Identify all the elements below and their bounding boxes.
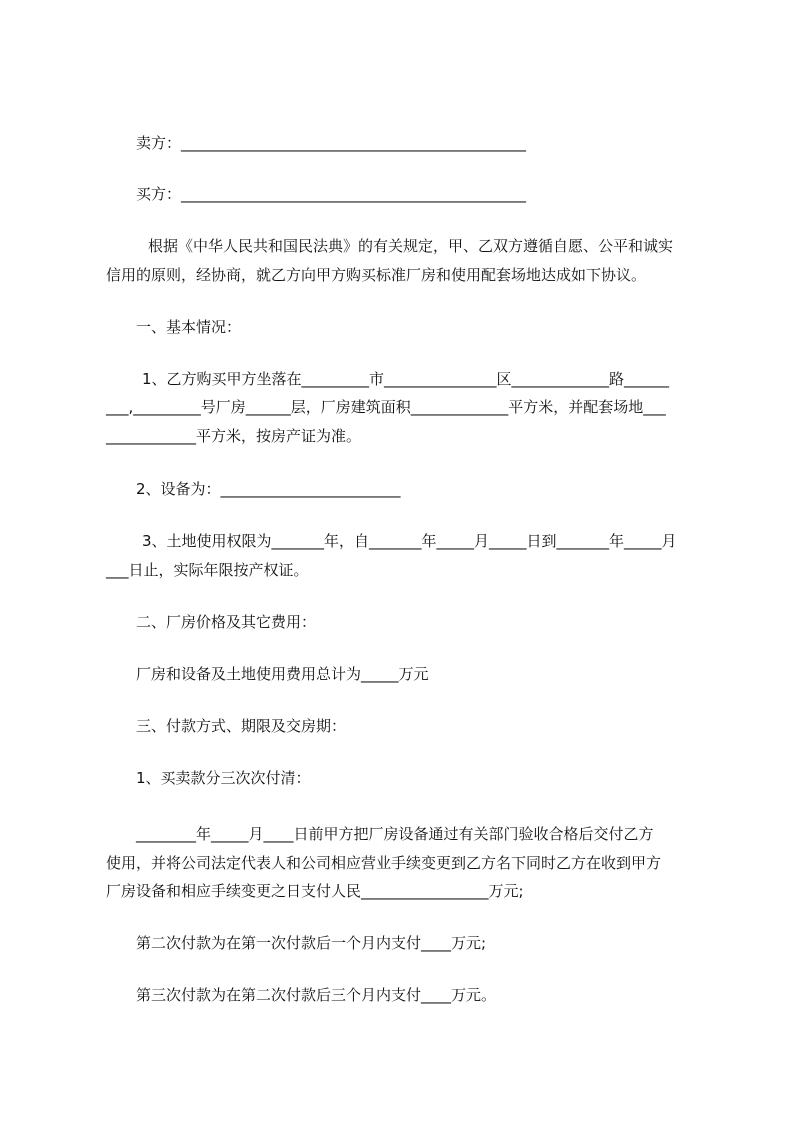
item-2-line: 2、设备为：________________________ [136, 480, 401, 498]
item-3-line-1: 3、土地使用权限为_______年，自_______年_____月_____日到_______年_____月 [142, 532, 677, 550]
item-1-line-2: ___,_________号厂房______层，厂房建筑面积_____________平方米，并配套场地___ [106, 398, 666, 416]
payment-1-line-2: 使用，并将公司法定代表人和公司相应营业手续变更到乙方名下同时乙方在收到甲方 [106, 854, 662, 872]
intro-line-1: 根据《中华人民共和国民法典》的有关规定，甲、乙双方遵循自愿、公平和诚实 [148, 237, 674, 255]
intro-line-2: 信用的原则，经协商，就乙方向甲方购买标准厂房和使用配套场地达成如下协议。 [106, 266, 647, 284]
buyer-line: 买方：______________________________________________ [136, 185, 527, 203]
item-1-line-3: ____________平方米，按房产证为准。 [106, 427, 362, 445]
section-3-title: 三、付款方式、期限及交房期： [136, 717, 347, 735]
item-3-line-2: ___日止，实际年限按产权证。 [106, 561, 309, 579]
payment-1-line-1: ________年_____月____日前甲方把厂房设备通过有关部门验收合格后交付乙方 [136, 825, 654, 843]
payment-title: 1、买卖款分三次次付清： [136, 769, 311, 787]
price-line: 厂房和设备及土地使用费用总计为_____万元 [136, 665, 429, 683]
section-2-title: 二、厂房价格及其它费用： [136, 613, 317, 631]
item-1-line-1: 1、乙方购买甲方坐落在_________市_______________区_____________路______ [142, 370, 670, 388]
payment-2-line: 第二次付款为在第一次付款后一个月内支付____万元; [136, 934, 487, 952]
payment-3-line: 第三次付款为在第二次付款后三个月内支付____万元。 [136, 986, 497, 1004]
section-1-title: 一、基本情况： [136, 318, 242, 336]
payment-1-line-3: 厂房设备和相应手续变更之日支付人民_________________万元; [106, 882, 524, 900]
seller-line: 卖方：______________________________________________ [136, 134, 527, 152]
